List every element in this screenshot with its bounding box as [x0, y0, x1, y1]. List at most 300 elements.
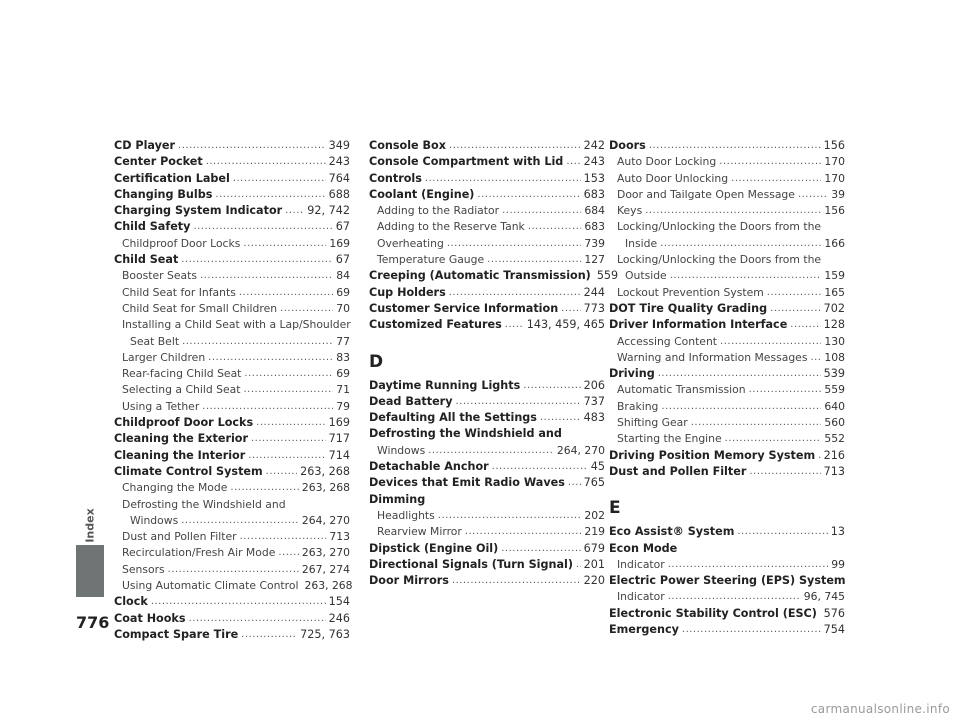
entry-term: Climate Control System: [114, 464, 263, 478]
dot-leader: [502, 203, 581, 219]
entry-page-ref[interactable]: 576: [823, 606, 845, 620]
entry-term: Directional Signals (Turn Signal): [369, 557, 573, 571]
dot-leader: [661, 399, 821, 415]
index-subentry: [369, 508, 605, 524]
index-entry-heading: Locking/Unlocking the Doors from the: [617, 253, 822, 267]
entry-term: CD Player: [114, 139, 176, 152]
dot-leader: [200, 268, 333, 284]
dot-leader: [668, 589, 801, 605]
entry-term: Automatic Transmission: [617, 383, 746, 397]
index-entry: [609, 301, 845, 317]
index-subentry: [609, 154, 845, 170]
dot-leader: [266, 464, 298, 480]
dot-leader: [798, 187, 828, 203]
entry-page-ref[interactable]: 170: [824, 155, 845, 169]
entry-page-ref[interactable]: 96, 745: [803, 590, 845, 604]
entry-term: Temperature Gauge: [377, 253, 485, 267]
entry-term: Lockout Prevention System: [617, 285, 764, 299]
page-number: 776: [76, 613, 110, 632]
entry-page-ref[interactable]: 153: [583, 171, 605, 185]
index-entry: [114, 171, 350, 187]
dot-leader: [241, 627, 297, 643]
index-subentry: [609, 399, 845, 415]
entry-page-ref[interactable]: 267, 274: [301, 562, 350, 576]
index-entry: [609, 138, 845, 154]
entry-page-ref[interactable]: 713: [823, 464, 845, 478]
dot-leader: [215, 187, 325, 203]
dot-leader: [425, 171, 581, 187]
index-subentry: [369, 524, 605, 540]
dot-leader: [233, 171, 326, 187]
index-subentry: [114, 513, 350, 529]
watermark-logo: carmanualsonline.info: [810, 702, 950, 716]
dot-leader: [178, 138, 326, 154]
index-entry: [114, 187, 350, 203]
entry-page-ref[interactable]: 99: [831, 557, 845, 571]
entry-page-ref[interactable]: 263, 268: [300, 464, 350, 478]
section-letter-d: D: [369, 351, 384, 372]
entry-page-ref[interactable]: 127: [584, 253, 605, 267]
index-entry: [369, 138, 605, 154]
index-entry: [369, 557, 605, 573]
index-subentry: [114, 301, 350, 317]
entry-page-ref[interactable]: 169: [329, 236, 350, 250]
index-subentry: [114, 350, 350, 366]
entry-page-ref[interactable]: 702: [823, 301, 845, 315]
entry-term: Indicator: [617, 590, 665, 604]
index-entry-heading: Defrosting the Windshield and: [369, 427, 562, 441]
dot-leader: [285, 203, 304, 219]
dot-leader: [523, 378, 580, 394]
index-subentry: [369, 203, 605, 219]
entry-term: Eco Assist® System: [609, 525, 735, 539]
entry-page-ref[interactable]: 69: [336, 285, 350, 299]
entry-term: Shifting Gear: [617, 416, 688, 430]
index-entry-heading: Defrosting the Windshield and: [122, 497, 286, 511]
index-entry: [609, 317, 845, 333]
dot-leader: [239, 285, 333, 301]
dot-leader: [810, 350, 821, 366]
entry-term: Compact Spare Tire: [114, 627, 239, 641]
entry-page-ref[interactable]: 219: [584, 525, 605, 539]
dot-leader: [447, 236, 582, 252]
entry-page-ref[interactable]: 83: [336, 350, 350, 364]
index-subentry: [369, 443, 605, 459]
entry-term: Warning and Information Messages: [617, 350, 808, 364]
dot-leader: [230, 480, 299, 496]
index-subentry: [114, 480, 350, 496]
index-subentry: [114, 578, 353, 594]
entry-page-ref[interactable]: 242: [583, 139, 605, 152]
dot-leader: [280, 301, 333, 317]
entry-term: Emergency: [609, 623, 679, 637]
entry-term: Windows: [377, 443, 426, 457]
index-subentry: [114, 545, 350, 561]
entry-page-ref[interactable]: 156: [824, 204, 845, 218]
entry-term: Using Automatic Climate Control: [122, 579, 299, 593]
index-column-2: [369, 138, 619, 589]
entry-term: Console Box: [369, 139, 446, 152]
entry-term: Controls: [369, 171, 422, 185]
dot-leader: [566, 154, 580, 170]
dot-leader: [568, 475, 581, 491]
entry-page-ref[interactable]: 640: [824, 399, 845, 413]
index-group-e: [609, 524, 845, 638]
dot-leader: [182, 334, 333, 350]
entry-term: Seat Belt: [130, 334, 180, 348]
entry-page-ref[interactable]: 243: [328, 155, 350, 169]
index-subentry: [609, 187, 845, 203]
dot-leader: [487, 252, 581, 268]
index-side-label: Index: [83, 507, 97, 543]
index-entry: [369, 301, 605, 317]
dot-leader: [208, 350, 333, 366]
index-entry-heading: Electric Power Steering (EPS) System: [609, 574, 846, 588]
dot-leader: [719, 154, 821, 170]
entry-page-ref[interactable]: 764: [328, 171, 350, 185]
index-subentry: [369, 219, 605, 235]
index-entry: [369, 394, 605, 410]
dot-leader: [790, 317, 820, 333]
index-entry: [114, 138, 350, 154]
entry-term: Charging System Indicator: [114, 204, 283, 218]
entry-page-ref[interactable]: 84: [336, 269, 350, 283]
index-tab-marker: [76, 545, 104, 597]
entry-term: Dead Battery: [369, 394, 453, 408]
entry-page-ref[interactable]: 201: [583, 557, 605, 571]
entry-term: Selecting a Child Seat: [122, 383, 241, 397]
index-subentry: [609, 415, 845, 431]
index-entry: [609, 464, 845, 480]
entry-term: Larger Children: [122, 350, 206, 364]
dot-leader: [818, 448, 821, 464]
entry-page-ref[interactable]: 559: [824, 383, 845, 397]
entry-page-ref[interactable]: 67: [335, 253, 350, 267]
entry-page-ref[interactable]: 539: [823, 367, 845, 381]
entry-term: DOT Tire Quality Grading: [609, 301, 768, 315]
entry-page-ref[interactable]: 39: [831, 187, 845, 201]
entry-page-ref[interactable]: 202: [584, 508, 605, 522]
entry-page-ref[interactable]: 216: [823, 448, 845, 462]
entry-term: Child Seat: [114, 253, 179, 267]
entry-term: Creeping (Automatic Transmission): [369, 269, 591, 283]
dot-leader: [452, 573, 581, 589]
entry-page-ref[interactable]: 560: [824, 416, 845, 430]
entry-page-ref[interactable]: 765: [583, 476, 605, 490]
index-subentry: [609, 171, 845, 187]
index-column-3: [609, 138, 845, 638]
entry-term: Coat Hooks: [114, 611, 186, 625]
dot-leader: [540, 410, 581, 426]
entry-term: Childproof Door Locks: [122, 236, 241, 250]
index-entry: [369, 475, 605, 491]
dot-leader: [770, 301, 821, 317]
entry-term: Customer Service Information: [369, 301, 559, 315]
index-subentry: [114, 529, 350, 545]
dot-leader: [244, 366, 333, 382]
dot-leader: [168, 562, 299, 578]
entry-term: Braking: [617, 399, 659, 413]
index-group-d: [369, 378, 605, 590]
index-subentry: [609, 589, 845, 605]
entry-page-ref[interactable]: 754: [823, 623, 845, 637]
dot-leader: [576, 557, 581, 573]
entry-page-ref[interactable]: 246: [328, 611, 350, 625]
index-entry: [369, 154, 605, 170]
entry-term: Childproof Door Locks: [114, 416, 254, 430]
entry-page-ref[interactable]: 130: [824, 334, 845, 348]
entry-term: Auto Door Unlocking: [617, 171, 729, 185]
dot-leader: [181, 252, 332, 268]
entry-term: Door Mirrors: [369, 574, 449, 588]
index-entry: [369, 171, 605, 187]
index-entry: [369, 410, 605, 426]
entry-page-ref[interactable]: 683: [584, 220, 605, 234]
index-subentry: [114, 285, 350, 301]
index-subentry: [114, 366, 350, 382]
entry-page-ref[interactable]: 108: [824, 350, 845, 364]
entry-term: Overheating: [377, 236, 444, 250]
entry-page-ref[interactable]: 13: [830, 525, 845, 539]
entry-page-ref[interactable]: 713: [329, 530, 350, 544]
entry-term: Changing Bulbs: [114, 187, 213, 201]
dot-leader: [456, 394, 581, 410]
entry-term: Recirculation/Fresh Air Mode: [122, 546, 276, 560]
entry-page-ref[interactable]: 154: [328, 595, 350, 609]
index-subentry: [114, 268, 350, 284]
index-entry: [114, 594, 350, 610]
entry-page-ref[interactable]: 220: [583, 574, 605, 588]
entry-page-ref[interactable]: 349: [328, 139, 350, 152]
index-entry-heading: Econ Mode: [609, 541, 678, 555]
entry-term: Child Seat for Infants: [122, 285, 236, 299]
index-entry: [609, 366, 845, 382]
entry-term: Customized Features: [369, 318, 502, 332]
entry-page-ref[interactable]: 67: [335, 220, 350, 234]
entry-page-ref[interactable]: 263, 268: [301, 481, 350, 495]
entry-term: Child Safety: [114, 220, 191, 234]
entry-term: Electronic Stability Control (ESC): [609, 606, 817, 620]
entry-page-ref[interactable]: 169: [328, 416, 350, 430]
index-subentry: [369, 236, 605, 252]
entry-term: Rearview Mirror: [377, 525, 462, 539]
dot-leader: [202, 399, 333, 415]
entry-term: Changing the Mode: [122, 481, 228, 495]
entry-term: Certification Label: [114, 171, 230, 185]
dot-leader: [449, 138, 581, 154]
dot-leader: [206, 154, 326, 170]
index-subentry: [369, 252, 605, 268]
dot-leader: [649, 138, 821, 154]
entry-page-ref[interactable]: 156: [823, 139, 845, 152]
dot-leader: [428, 443, 554, 459]
dot-leader: [725, 431, 822, 447]
entry-term: Driving Position Memory System: [609, 448, 816, 462]
entry-term: Driving: [609, 367, 655, 381]
index-entry: [369, 268, 619, 284]
index-subentry: [114, 399, 350, 415]
entry-page-ref[interactable]: 552: [824, 432, 845, 446]
index-entry: [114, 627, 350, 643]
entry-term: Keys: [617, 204, 643, 218]
entry-page-ref[interactable]: 483: [583, 411, 605, 425]
index-subentry: [114, 236, 350, 252]
index-entry: [114, 415, 350, 431]
index-entry: [114, 219, 350, 235]
entry-page-ref[interactable]: 143, 459, 465: [526, 318, 605, 332]
index-entry: [114, 203, 350, 219]
dot-leader: [501, 541, 580, 557]
dot-leader: [749, 382, 822, 398]
dot-leader: [181, 513, 299, 529]
index-entry-heading: Locking/Unlocking the Doors from the: [617, 220, 822, 234]
dot-leader: [691, 415, 822, 431]
index-subentry: [609, 350, 845, 366]
index-entry: [609, 622, 845, 638]
dot-leader: [189, 611, 326, 627]
dot-leader: [256, 415, 326, 431]
index-subentry: [609, 334, 845, 350]
entry-page-ref[interactable]: 264, 270: [556, 443, 605, 457]
index-entry: [369, 378, 605, 394]
entry-term: Devices that Emit Radio Waves: [369, 476, 565, 490]
entry-term: Starting the Engine: [617, 432, 722, 446]
index-entry: [114, 448, 350, 464]
index-subentry: [114, 334, 350, 350]
entry-page-ref[interactable]: 739: [584, 236, 605, 250]
entry-page-ref[interactable]: 559: [596, 269, 619, 283]
dot-leader: [193, 219, 332, 235]
dot-leader: [737, 524, 827, 540]
index-entry: [369, 317, 605, 333]
index-entry: [609, 448, 845, 464]
entry-term: Dust and Pollen Filter: [122, 530, 237, 544]
dot-leader: [767, 285, 822, 301]
dot-leader: [465, 524, 582, 540]
dot-leader: [243, 236, 326, 252]
index-entry: [369, 541, 605, 557]
entry-page-ref[interactable]: 79: [336, 399, 350, 413]
entry-page-ref[interactable]: 717: [328, 432, 350, 446]
entry-term: Indicator: [617, 557, 665, 571]
entry-term: Sensors: [122, 562, 165, 576]
dot-leader: [528, 219, 582, 235]
dot-leader: [658, 366, 821, 382]
dot-leader: [251, 431, 326, 447]
entry-term: Console Compartment with Lid: [369, 155, 564, 169]
dot-leader: [492, 459, 588, 475]
entry-term: Windows: [130, 513, 179, 527]
dot-leader: [248, 448, 325, 464]
entry-page-ref[interactable]: 70: [336, 301, 350, 315]
entry-page-ref[interactable]: 77: [336, 334, 350, 348]
entry-page-ref[interactable]: 165: [824, 285, 845, 299]
entry-page-ref[interactable]: 688: [328, 187, 350, 201]
dot-leader: [240, 529, 327, 545]
dot-leader: [244, 382, 334, 398]
index-subentry: [609, 236, 845, 252]
dot-leader: [820, 606, 821, 622]
index-side-tab: [76, 112, 104, 542]
dot-leader: [278, 545, 299, 561]
index-entry: [114, 154, 350, 170]
index-subentry: [609, 557, 845, 573]
index-entry: [369, 459, 605, 475]
entry-term: Inside: [625, 236, 658, 250]
entry-page-ref[interactable]: 69: [336, 367, 350, 381]
entry-term: Auto Door Locking: [617, 155, 717, 169]
index-entry-heading: Installing a Child Seat with a Lap/Shoulder: [122, 318, 351, 332]
entry-term: Accessing Content: [617, 334, 718, 348]
dot-leader: [645, 203, 821, 219]
entry-term: Using a Tether: [122, 399, 200, 413]
entry-term: Daytime Running Lights: [369, 378, 521, 392]
dot-leader: [731, 171, 821, 187]
entry-term: Child Seat for Small Children: [122, 301, 278, 315]
section-letter-e: E: [609, 498, 621, 519]
entry-term: Coolant (Engine): [369, 187, 475, 201]
entry-page-ref[interactable]: 166: [824, 236, 845, 250]
entry-page-ref[interactable]: 714: [328, 448, 350, 462]
entry-term: Defaulting All the Settings: [369, 411, 537, 425]
entry-page-ref[interactable]: 725, 763: [300, 627, 350, 641]
entry-term: Dust and Pollen Filter: [609, 464, 747, 478]
entry-page-ref[interactable]: 170: [824, 171, 845, 185]
entry-page-ref[interactable]: 159: [824, 269, 845, 283]
index-entry: [609, 606, 845, 622]
entry-page-ref[interactable]: 263, 268: [304, 579, 353, 593]
index-subentry: [609, 431, 845, 447]
entry-page-ref[interactable]: 206: [583, 378, 605, 392]
entry-term: Cup Holders: [369, 285, 446, 299]
entry-term: Door and Tailgate Open Message: [617, 187, 795, 201]
entry-term: Outside: [625, 269, 667, 283]
index-column-1: [114, 138, 353, 643]
index-entry: [114, 611, 350, 627]
dot-leader: [151, 594, 326, 610]
entry-term: Center Pocket: [114, 155, 203, 169]
index-group-c: [369, 138, 619, 334]
entry-page-ref[interactable]: 128: [823, 318, 845, 332]
index-entry: [609, 524, 845, 540]
index-entry: [369, 187, 605, 203]
entry-term: Adding to the Reserve Tank: [377, 220, 525, 234]
index-entry-heading: Dimming: [369, 492, 426, 506]
index-subentry: [609, 268, 845, 284]
entry-page-ref[interactable]: 244: [583, 285, 605, 299]
entry-page-ref[interactable]: 684: [584, 204, 605, 218]
entry-page-ref[interactable]: 243: [583, 155, 605, 169]
dot-leader: [749, 464, 820, 480]
entry-page-ref[interactable]: 264, 270: [301, 513, 350, 527]
entry-page-ref[interactable]: 737: [583, 394, 605, 408]
entry-page-ref[interactable]: 773: [583, 301, 605, 315]
entry-page-ref[interactable]: 683: [583, 187, 605, 201]
entry-page-ref[interactable]: 45: [590, 460, 605, 474]
dot-leader: [477, 187, 580, 203]
entry-page-ref[interactable]: 263, 270: [301, 546, 350, 560]
index-entry: [369, 285, 605, 301]
index-subentry: [609, 382, 845, 398]
dot-leader: [670, 268, 822, 284]
dot-leader: [449, 285, 581, 301]
entry-page-ref[interactable]: 679: [583, 541, 605, 555]
entry-term: Cleaning the Interior: [114, 448, 246, 462]
entry-page-ref[interactable]: 71: [336, 383, 350, 397]
entry-term: Cleaning the Exterior: [114, 432, 248, 446]
dot-leader: [720, 334, 821, 350]
entry-page-ref[interactable]: 92, 742: [307, 204, 350, 218]
